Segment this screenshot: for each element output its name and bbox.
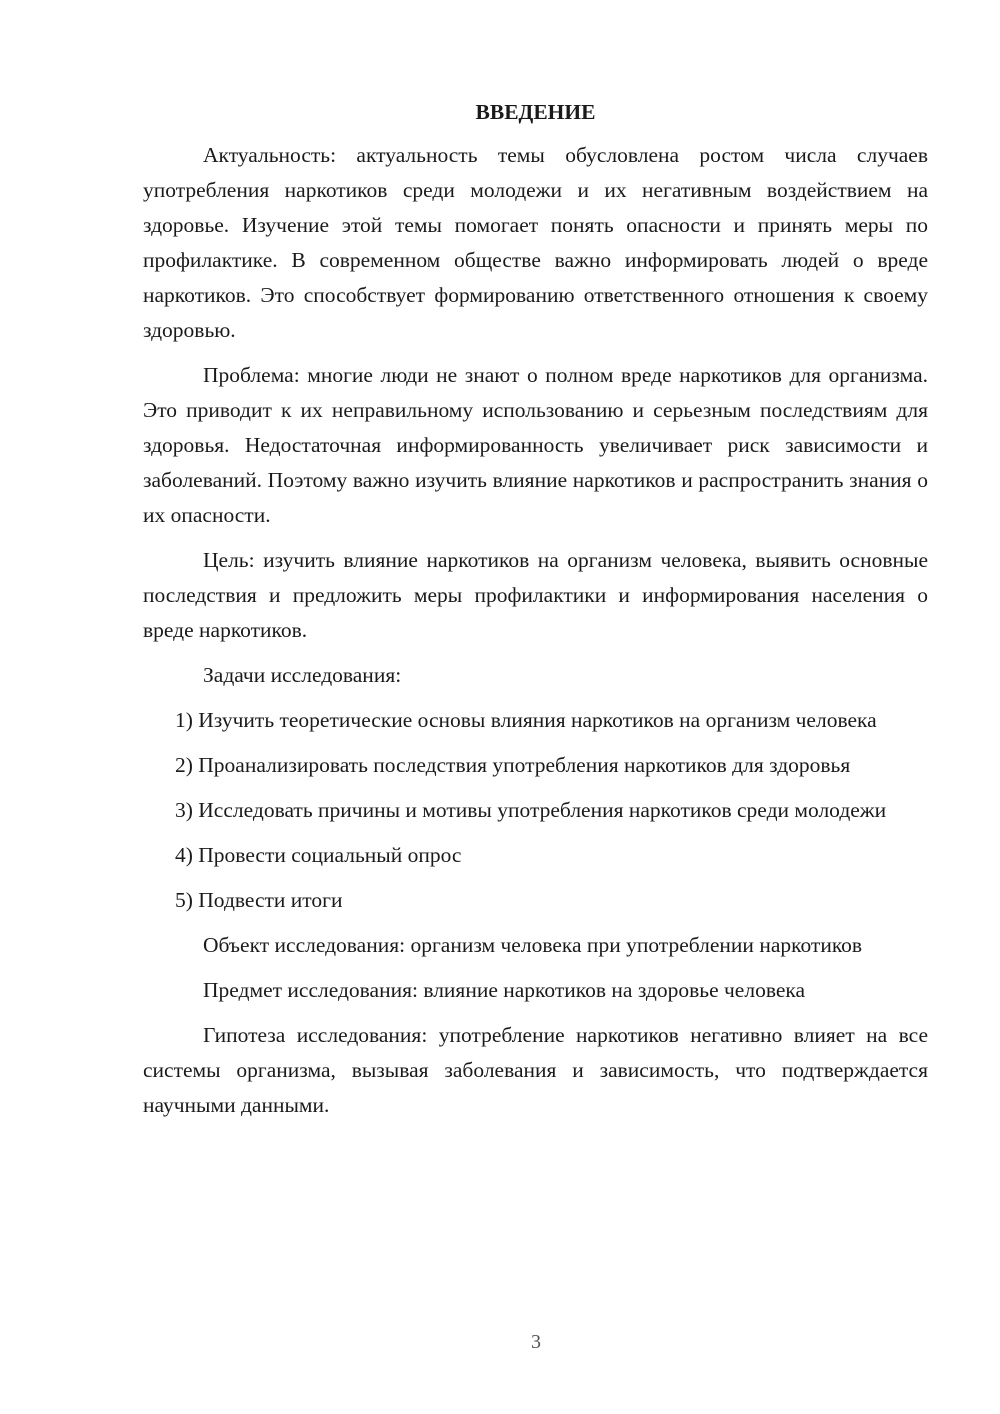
paragraph-subject: Предмет исследования: влияние наркотиков на здоровье человека	[203, 978, 806, 1002]
task-item-2: 2) Проанализировать последствия употребления наркотиков для здоровья	[175, 753, 851, 777]
task-item-5: 5) Подвести итоги	[175, 888, 343, 912]
task-item-3: 3) Исследовать причины и мотивы употребления наркотиков среди молодежи	[175, 798, 887, 822]
task-item-4: 4) Провести социальный опрос	[175, 843, 462, 867]
paragraph-hypothesis: Гипотеза исследования: употребление наркотиков негативно влияет на все системы организма, вызывая заболевания и зависимость, что подтверждается научными данными.	[143, 1023, 928, 1117]
paragraph-problem: Проблема: многие люди не знают о полном вреде наркотиков для организма. Это приводит к их неправильному использованию и серьезным последствиям для здоровья. Недостаточная информированность увеличивает риск зависимости и заболеваний. Поэтому важно изучить влияние наркотиков и распространить знания о их опасности.	[143, 363, 928, 527]
page-number: 3	[531, 1331, 541, 1353]
paragraph-relevance: Актуальность: актуальность темы обусловлена ростом числа случаев употребления наркотиков среди молодежи и их негативным воздействием на здоровье. Изучение этой темы помогает понять опасности и принять меры по профилактике. В современном обществе важно информировать людей о вреде наркотиков. Это способствует формированию ответственного отношения к своему здоровью.	[143, 143, 928, 342]
paragraph-goal: Цель: изучить влияние наркотиков на организм человека, выявить основные последствия и предложить меры профилактики и информирования населения о вреде наркотиков.	[143, 548, 928, 642]
document-page	[143, 96, 928, 1133]
paragraph-object: Объект исследования: организм человека при употреблении наркотиков	[203, 933, 863, 957]
paragraph-tasks-title: Задачи исследования:	[203, 663, 402, 687]
section-heading: ВВЕДЕНИЕ	[475, 100, 596, 124]
task-item-1: 1) Изучить теоретические основы влияния наркотиков на организм человека	[175, 708, 877, 732]
